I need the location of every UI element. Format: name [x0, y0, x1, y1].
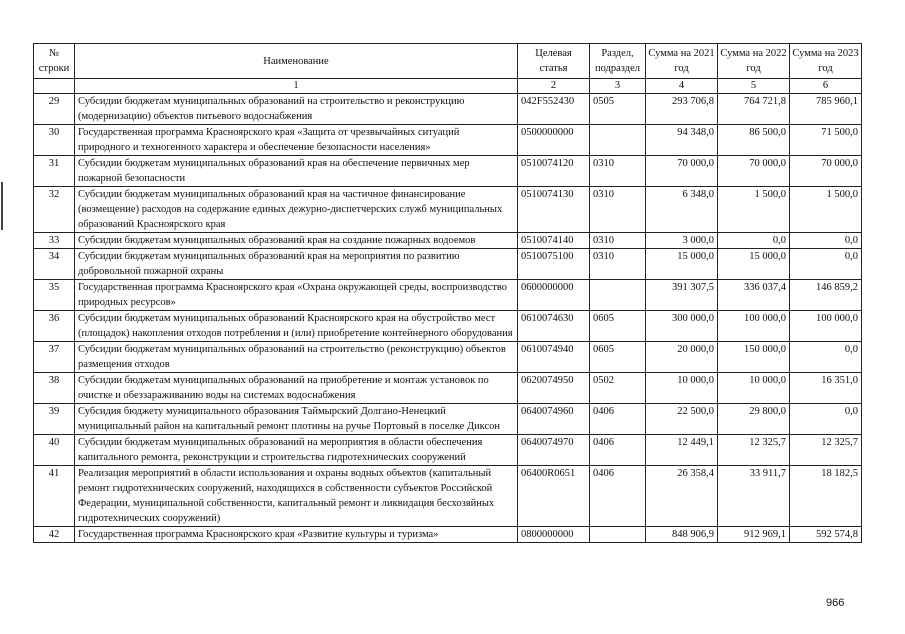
row-sum-2022-cell: 70 000,0: [718, 156, 790, 187]
row-code-cell: 0510074130: [518, 187, 590, 233]
row-code-cell: 0610074630: [518, 311, 590, 342]
row-sum-2021-cell: 94 348,0: [646, 125, 718, 156]
row-section-cell: 0505: [590, 94, 646, 125]
row-sum-2021-cell: 70 000,0: [646, 156, 718, 187]
row-sum-2023-cell: 18 182,5: [790, 466, 862, 527]
row-sum-2023-cell: 0,0: [790, 249, 862, 280]
table-row: [34, 527, 862, 543]
column-number: 3: [590, 79, 646, 94]
row-sum-2021-cell: 391 307,5: [646, 280, 718, 311]
table-row: [34, 249, 862, 280]
row-number-cell: 33: [34, 233, 75, 249]
row-section-cell: 0605: [590, 311, 646, 342]
row-name-cell: Субсидии бюджетам муниципальных образований края на мероприятия по развитию добровольной пожарной охраны: [75, 249, 518, 280]
row-code-cell: 0610074940: [518, 342, 590, 373]
row-name-cell: Государственная программа Красноярского края «Развитие культуры и туризма»: [75, 527, 518, 543]
header-code: Целевая статья: [518, 44, 590, 79]
scan-edge-mark: [1, 182, 3, 230]
row-sum-2023-cell: 16 351,0: [790, 373, 862, 404]
row-sum-2021-cell: 300 000,0: [646, 311, 718, 342]
row-code-cell: 0510074140: [518, 233, 590, 249]
column-number: 6: [790, 79, 862, 94]
table-row: [34, 466, 862, 527]
table-body: [34, 94, 862, 543]
row-section-cell: [590, 125, 646, 156]
row-sum-2021-cell: 15 000,0: [646, 249, 718, 280]
table-row: [34, 435, 862, 466]
row-sum-2023-cell: 0,0: [790, 342, 862, 373]
row-code-cell: 0500000000: [518, 125, 590, 156]
row-sum-2023-cell: 71 500,0: [790, 125, 862, 156]
row-name-cell: Субсидии бюджетам муниципальных образований на строительство (реконструкцию) объектов размещения отходов: [75, 342, 518, 373]
row-section-cell: 0406: [590, 404, 646, 435]
row-sum-2023-cell: 100 000,0: [790, 311, 862, 342]
row-name-cell: Субсидии бюджетам муниципальных образований Красноярского края на обустройство мест (площадок) накопления отходов потребления и (или) приобретение контейнерного оборудования: [75, 311, 518, 342]
row-sum-2022-cell: 150 000,0: [718, 342, 790, 373]
row-number-cell: 41: [34, 466, 75, 527]
row-name-cell: Субсидии бюджетам муниципальных образований на приобретение и монтаж установок по очистке и обеззараживанию воды на системах водоснабжения: [75, 373, 518, 404]
row-sum-2022-cell: 0,0: [718, 233, 790, 249]
table-row: [34, 187, 862, 233]
column-number: 5: [718, 79, 790, 94]
row-sum-2023-cell: 12 325,7: [790, 435, 862, 466]
row-name-cell: Государственная программа Красноярского края «Охрана окружающей среды, воспроизводство природных ресурсов»: [75, 280, 518, 311]
row-number-cell: 38: [34, 373, 75, 404]
row-number-cell: 34: [34, 249, 75, 280]
header-row-no: № строки: [34, 44, 75, 79]
row-sum-2023-cell: 785 960,1: [790, 94, 862, 125]
row-sum-2021-cell: 848 906,9: [646, 527, 718, 543]
budget-table: [33, 43, 862, 543]
column-number-row: [34, 79, 862, 94]
row-number-cell: 40: [34, 435, 75, 466]
row-section-cell: 0502: [590, 373, 646, 404]
row-sum-2022-cell: 33 911,7: [718, 466, 790, 527]
row-code-cell: 042F552430: [518, 94, 590, 125]
header-name: Наименование: [75, 44, 518, 79]
row-number-cell: 29: [34, 94, 75, 125]
row-code-cell: 0510074120: [518, 156, 590, 187]
table-row: [34, 311, 862, 342]
row-name-cell: Субсидии бюджетам муниципальных образований края на частичное финансирование (возмещение) расходов на содержание единых дежурно-диспетчерских служб муниципальных образований Красноярского края: [75, 187, 518, 233]
row-number-cell: 35: [34, 280, 75, 311]
row-sum-2022-cell: 912 969,1: [718, 527, 790, 543]
row-name-cell: Субсидия бюджету муниципального образования Таймырский Долгано-Ненецкий муниципальный район на капитальный ремонт плотины на ручье Портовый в поселке Диксон: [75, 404, 518, 435]
table-row: [34, 404, 862, 435]
table-row: [34, 94, 862, 125]
row-section-cell: 0310: [590, 156, 646, 187]
row-code-cell: 0640074960: [518, 404, 590, 435]
row-code-cell: 06400R0651: [518, 466, 590, 527]
row-sum-2022-cell: 86 500,0: [718, 125, 790, 156]
header-sum-2023: Сумма на 2023 год: [790, 44, 862, 79]
row-sum-2021-cell: 22 500,0: [646, 404, 718, 435]
row-name-cell: Субсидии бюджетам муниципальных образований на строительство и реконструкцию (модернизацию) объектов питьевого водоснабжения: [75, 94, 518, 125]
row-section-cell: 0310: [590, 249, 646, 280]
row-sum-2023-cell: 0,0: [790, 233, 862, 249]
row-sum-2023-cell: 0,0: [790, 404, 862, 435]
header-sum-2022: Сумма на 2022 год: [718, 44, 790, 79]
row-sum-2023-cell: 592 574,8: [790, 527, 862, 543]
row-sum-2021-cell: 10 000,0: [646, 373, 718, 404]
row-number-cell: 39: [34, 404, 75, 435]
row-number-cell: 42: [34, 527, 75, 543]
table-row: [34, 125, 862, 156]
page-number: 966: [826, 597, 845, 609]
header-sum-2021: Сумма на 2021 год: [646, 44, 718, 79]
row-sum-2021-cell: 12 449,1: [646, 435, 718, 466]
row-code-cell: 0640074970: [518, 435, 590, 466]
row-name-cell: Субсидии бюджетам муниципальных образований края на обеспечение первичных мер пожарной безопасности: [75, 156, 518, 187]
row-name-cell: Субсидии бюджетам муниципальных образований края на создание пожарных водоемов: [75, 233, 518, 249]
row-sum-2021-cell: 26 358,4: [646, 466, 718, 527]
row-number-cell: 31: [34, 156, 75, 187]
row-sum-2022-cell: 336 037,4: [718, 280, 790, 311]
table-row: [34, 156, 862, 187]
row-name-cell: Реализация мероприятий в области использования и охраны водных объектов (капитальный ремонт гидротехнических сооружений, находящихся в собственности субъектов Российской Федерации, муниципальной собственности, капитальный ремонт и ликвидация бесхозяйных гидротехнических сооружений): [75, 466, 518, 527]
row-sum-2022-cell: 10 000,0: [718, 373, 790, 404]
header-section: Раздел, подраздел: [590, 44, 646, 79]
row-sum-2022-cell: 12 325,7: [718, 435, 790, 466]
row-section-cell: 0310: [590, 187, 646, 233]
row-sum-2023-cell: 70 000,0: [790, 156, 862, 187]
row-code-cell: 0800000000: [518, 527, 590, 543]
row-number-cell: 37: [34, 342, 75, 373]
column-number: 4: [646, 79, 718, 94]
row-code-cell: 0510075100: [518, 249, 590, 280]
row-sum-2022-cell: 100 000,0: [718, 311, 790, 342]
row-sum-2022-cell: 764 721,8: [718, 94, 790, 125]
row-sum-2022-cell: 29 800,0: [718, 404, 790, 435]
row-name-cell: Субсидии бюджетам муниципальных образований на мероприятия в области обеспечения капитального ремонта, реконструкции и строительства гидротехнических сооружений: [75, 435, 518, 466]
row-sum-2021-cell: 20 000,0: [646, 342, 718, 373]
row-sum-2021-cell: 6 348,0: [646, 187, 718, 233]
row-section-cell: 0605: [590, 342, 646, 373]
row-section-cell: 0406: [590, 435, 646, 466]
table-row: [34, 373, 862, 404]
row-sum-2021-cell: 3 000,0: [646, 233, 718, 249]
row-section-cell: [590, 527, 646, 543]
row-sum-2022-cell: 1 500,0: [718, 187, 790, 233]
row-sum-2023-cell: 146 859,2: [790, 280, 862, 311]
row-number-cell: 30: [34, 125, 75, 156]
table-row: [34, 342, 862, 373]
row-sum-2021-cell: 293 706,8: [646, 94, 718, 125]
row-code-cell: 0620074950: [518, 373, 590, 404]
table-row: [34, 233, 862, 249]
column-number: [34, 79, 75, 94]
row-number-cell: 32: [34, 187, 75, 233]
row-sum-2022-cell: 15 000,0: [718, 249, 790, 280]
table-header-row: [34, 44, 862, 79]
column-number: 1: [75, 79, 518, 94]
column-number: 2: [518, 79, 590, 94]
row-section-cell: 0406: [590, 466, 646, 527]
table-row: [34, 280, 862, 311]
row-number-cell: 36: [34, 311, 75, 342]
row-code-cell: 0600000000: [518, 280, 590, 311]
row-sum-2023-cell: 1 500,0: [790, 187, 862, 233]
row-section-cell: 0310: [590, 233, 646, 249]
row-name-cell: Государственная программа Красноярского края «Защита от чрезвычайных ситуаций природного и техногенного характера и обеспечение безопасности населения»: [75, 125, 518, 156]
row-section-cell: [590, 280, 646, 311]
